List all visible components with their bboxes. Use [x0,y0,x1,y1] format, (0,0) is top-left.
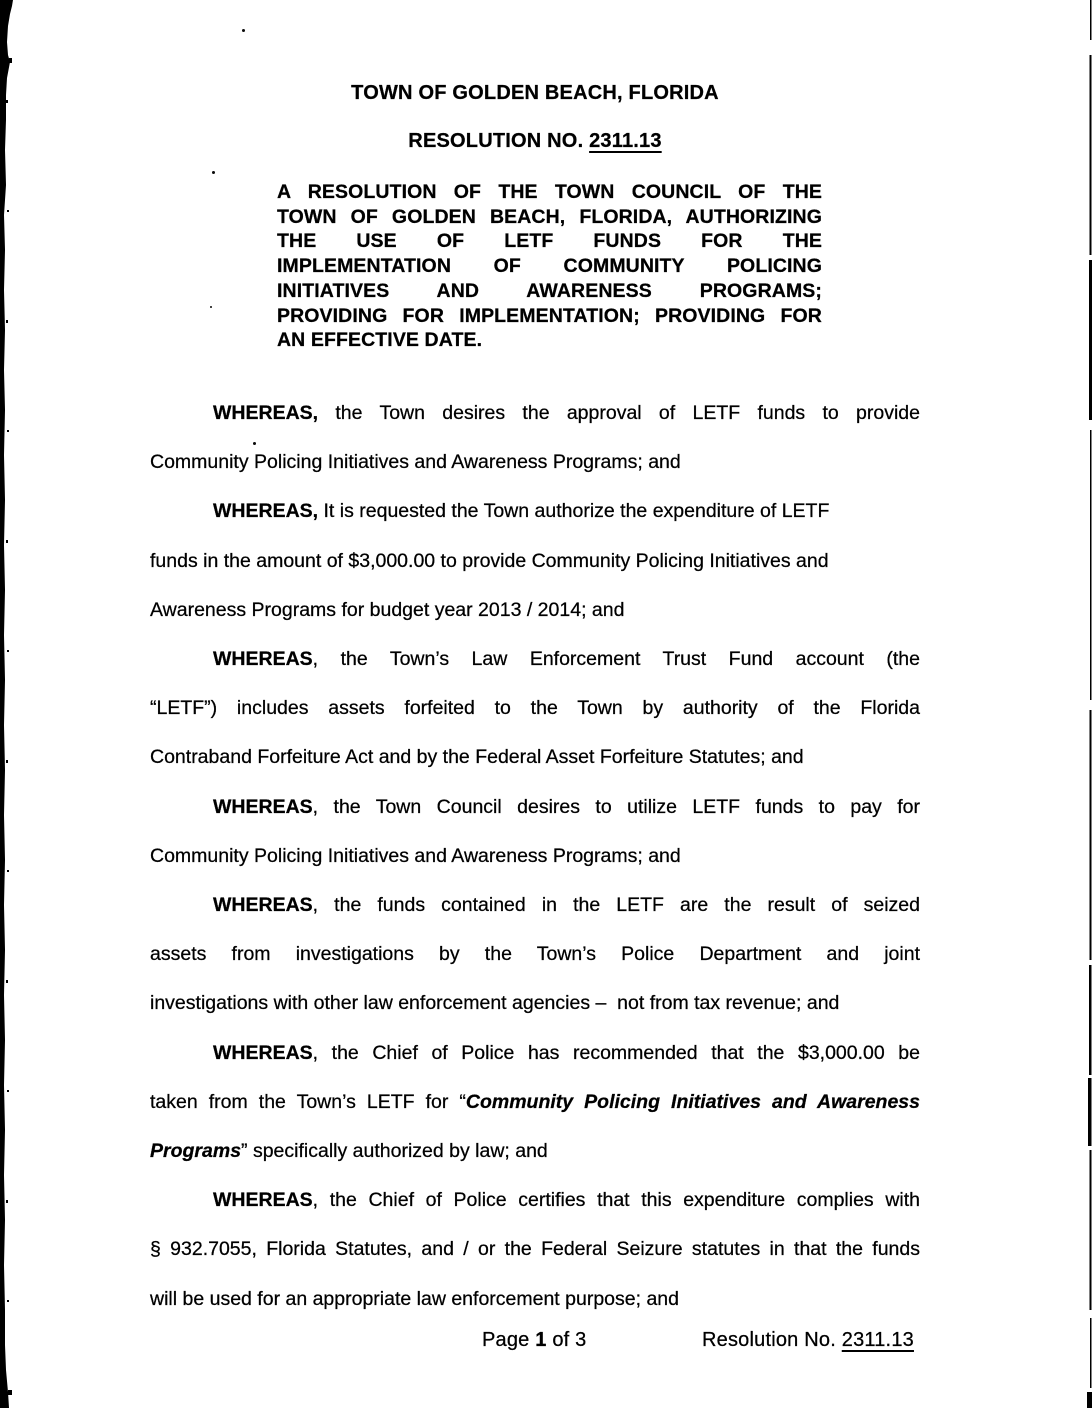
footer-resolution-number: 2311.13 [841,1329,914,1351]
document-content [150,0,920,1408]
resolution-heading-label: RESOLUTION NO. [408,130,590,152]
text-segment: WHEREAS [213,648,313,671]
text-segment: investigations with other law enforcement agencies – not from tax revenue; and [150,992,840,1015]
summary-line: AN EFFECTIVE DATE. [277,329,483,352]
summary-line: TOWN OF GOLDEN BEACH, FLORIDA, AUTHORIZING [277,205,822,228]
resolution-heading [150,130,920,153]
text-segment: , the funds contained in the LETF are the result of seized [312,894,920,917]
body-line [150,1029,920,1078]
body-line [150,1078,920,1127]
text-segment: Awareness Programs for budget year 2013 / 2014; and [150,598,625,621]
body-line [150,1275,920,1324]
footer-resolution-ref [702,1329,914,1352]
summary-line: IMPLEMENTATION OF COMMUNITY POLICING [277,255,822,278]
page-indicator-number: 1 [535,1329,547,1351]
text-segment: the Town desires the approval of LETF funds to provide [318,402,920,424]
text-segment: will be used for an appropriate law enforcement purpose; and [150,1287,679,1310]
text-segment: WHEREAS [213,795,313,818]
body-line [150,438,920,487]
text-segment: WHEREAS, [213,500,319,523]
text-segment: assets from investigations by the Town’s Police Department and joint [150,943,920,966]
body-line [150,537,920,586]
text-segment: funds in the amount of $3,000.00 to provide Community Policing Initiatives and [150,549,829,572]
body-line [150,930,920,979]
body-line [150,684,920,733]
body-line [150,1127,920,1176]
text-segment: WHEREAS [213,894,313,917]
summary-line: PROVIDING FOR IMPLEMENTATION; PROVIDING FOR [277,304,822,327]
text-segment: It is requested the Town authorize the expenditure of LETF [318,500,830,523]
text-segment: , the Chief of Police certifies that this expenditure complies with [312,1189,920,1212]
body-block [150,389,920,1324]
summary-line: A RESOLUTION OF THE TOWN COUNCIL OF THE [277,181,822,203]
body-line [150,881,920,930]
text-segment: taken from the Town’s LETF for “ [150,1090,466,1113]
text-segment: ” specifically authorized by law; and [241,1140,548,1163]
body-line [150,979,920,1028]
text-segment: Community Policing Initiatives and Awareness Programs; and [150,844,681,867]
page-indicator-suffix: of 3 [546,1329,587,1351]
body-line [150,586,920,635]
text-segment: WHEREAS [213,1041,313,1064]
text-segment: WHEREAS, [213,402,319,424]
text-segment: Community Policing Initiatives and Awareness Programs; and [150,451,681,474]
resolution-heading-number: 2311.13 [589,130,662,152]
scan-edge-right-artifact [1084,0,1092,1408]
body-line [150,832,920,881]
summary-block [277,180,822,353]
text-segment: , the Town Council desires to utilize LETF funds to pay for [312,795,920,818]
text-segment: Programs [150,1140,242,1163]
body-line [150,733,920,782]
page-title: TOWN OF GOLDEN BEACH, FLORIDA [351,82,719,104]
body-line [150,487,920,536]
body-line [150,389,920,438]
body-line [150,1176,920,1225]
text-segment: Contraband Forfeiture Act and by the Federal Asset Forfeiture Statutes; and [150,746,804,769]
scan-edge-left-artifact [0,0,20,1408]
footer-resolution-label: Resolution No. [702,1329,842,1351]
text-segment: WHEREAS [213,1189,313,1212]
text-segment: Community Policing Initiatives and Awareness [465,1090,920,1113]
text-segment: § 932.7055, Florida Statutes, and / or the Federal Seizure statutes in that the funds [150,1238,920,1261]
text-segment: , the Town’s Law Enforcement Trust Fund account (the [312,648,920,671]
body-line [150,783,920,832]
body-line [150,1225,920,1274]
text-segment: “LETF”) includes assets forfeited to the Town by authority of the Florida [150,697,920,720]
body-line [150,635,920,684]
summary-line: THE USE OF LETF FUNDS FOR THE [277,230,822,253]
page-indicator-prefix: Page [482,1329,536,1351]
summary-line: INITIATIVES AND AWARENESS PROGRAMS; [277,279,822,302]
page-indicator [482,1329,587,1352]
text-segment: , the Chief of Police has recommended that the $3,000.00 be [312,1041,920,1064]
